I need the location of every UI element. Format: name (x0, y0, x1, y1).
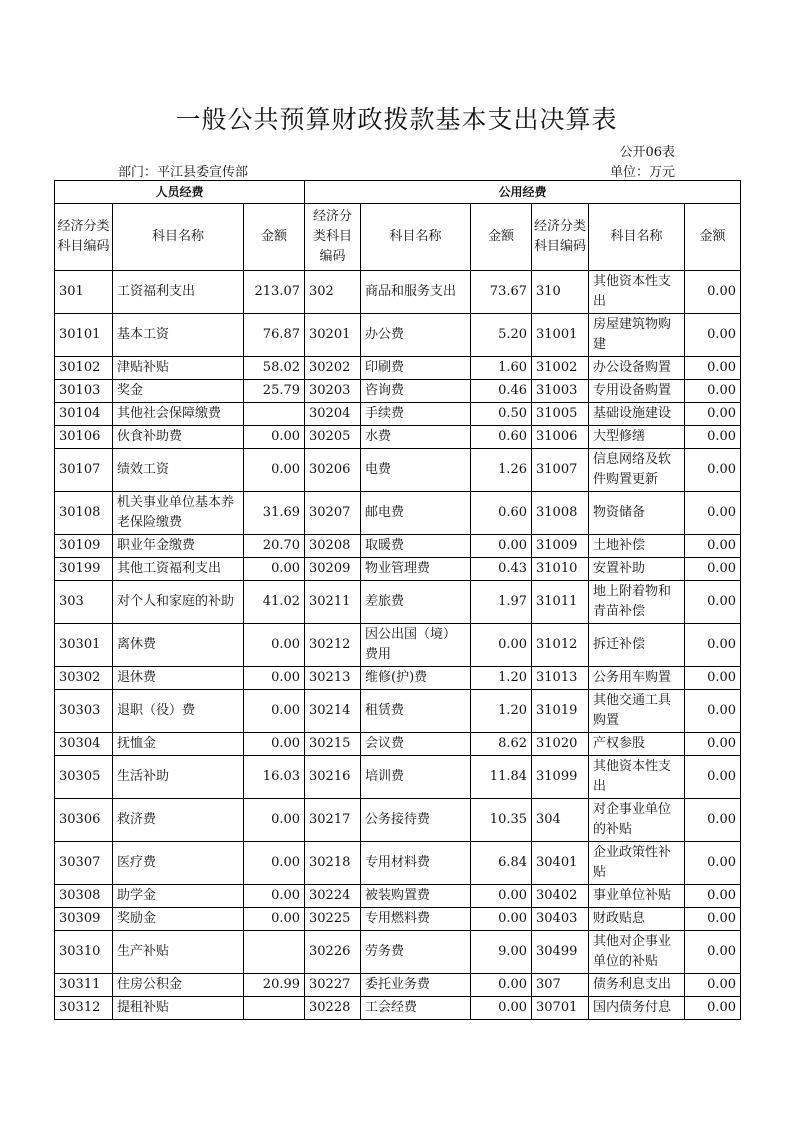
name-cell: 职业年金缴费 (113, 535, 244, 558)
page-title: 一般公共预算财政拨款基本支出决算表 (175, 105, 618, 134)
code-cell: 30211 (305, 581, 361, 624)
name-cell: 物业管理费 (361, 558, 471, 581)
amount-cell: 0.00 (685, 357, 741, 380)
amount-cell: 31.69 (244, 492, 305, 535)
amount-cell: 1.20 (471, 690, 532, 733)
amount-cell: 0.00 (685, 271, 741, 314)
code-cell: 30307 (55, 842, 113, 885)
name-cell: 绩效工资 (113, 449, 244, 492)
amount-cell: 0.00 (685, 624, 741, 667)
table-row (55, 558, 741, 581)
name-cell: 提租补贴 (113, 997, 244, 1020)
amount-cell: 0.00 (685, 426, 741, 449)
amount-cell: 6.84 (471, 842, 532, 885)
code-cell: 30208 (305, 535, 361, 558)
code-cell: 30213 (305, 667, 361, 690)
name-cell: 咨询费 (361, 380, 471, 403)
amount-cell: 41.02 (244, 581, 305, 624)
code-cell: 31002 (532, 357, 589, 380)
name-cell: 专用设备购置 (589, 380, 685, 403)
table-row (55, 314, 741, 357)
name-cell: 其他对企事业单位的补贴 (589, 931, 685, 974)
amount-cell: 0.00 (685, 842, 741, 885)
name-cell: 物资储备 (589, 492, 685, 535)
name-cell: 电费 (361, 449, 471, 492)
header-code-3: 经济分类科目编码 (532, 204, 589, 271)
code-cell: 30305 (55, 756, 113, 799)
name-cell: 生产补贴 (113, 931, 244, 974)
amount-cell: 0.00 (685, 535, 741, 558)
amount-cell: 0.00 (244, 799, 305, 842)
code-cell: 30207 (305, 492, 361, 535)
name-cell: 土地补偿 (589, 535, 685, 558)
name-cell: 对企事业单位的补贴 (589, 799, 685, 842)
name-cell: 劳务费 (361, 931, 471, 974)
name-cell: 委托业务费 (361, 974, 471, 997)
code-cell: 30212 (305, 624, 361, 667)
table-row (55, 492, 741, 535)
amount-cell: 1.60 (471, 357, 532, 380)
name-cell: 其他交通工具购置 (589, 690, 685, 733)
amount-cell: 0.00 (471, 535, 532, 558)
name-cell: 奖励金 (113, 908, 244, 931)
amount-cell: 213.07 (244, 271, 305, 314)
amount-cell: 1.26 (471, 449, 532, 492)
amount-cell: 73.67 (471, 271, 532, 314)
amount-cell: 0.00 (471, 908, 532, 931)
table-row (55, 449, 741, 492)
amount-cell: 76.87 (244, 314, 305, 357)
name-cell: 租赁费 (361, 690, 471, 733)
table-row (55, 997, 741, 1020)
code-cell: 30101 (55, 314, 113, 357)
amount-cell: 0.00 (685, 449, 741, 492)
name-cell: 对个人和家庭的补助 (113, 581, 244, 624)
amount-cell: 0.00 (471, 885, 532, 908)
name-cell: 其他资本性支出 (589, 756, 685, 799)
code-cell: 30403 (532, 908, 589, 931)
name-cell: 专用燃料费 (361, 908, 471, 931)
name-cell: 工资福利支出 (113, 271, 244, 314)
name-cell: 培训费 (361, 756, 471, 799)
amount-cell: 1.20 (471, 667, 532, 690)
code-cell: 31007 (532, 449, 589, 492)
table-row (55, 842, 741, 885)
name-cell: 商品和服务支出 (361, 271, 471, 314)
amount-cell: 0.00 (244, 624, 305, 667)
table-row (55, 885, 741, 908)
amount-cell: 0.00 (471, 624, 532, 667)
amount-cell: 0.00 (685, 908, 741, 931)
code-cell: 301 (55, 271, 113, 314)
amount-cell: 10.35 (471, 799, 532, 842)
name-cell: 专用材料费 (361, 842, 471, 885)
code-cell: 30302 (55, 667, 113, 690)
name-cell: 差旅费 (361, 581, 471, 624)
name-cell: 办公设备购置 (589, 357, 685, 380)
name-cell: 伙食补助费 (113, 426, 244, 449)
code-cell: 31012 (532, 624, 589, 667)
amount-cell: 0.00 (685, 558, 741, 581)
table-row (55, 931, 741, 974)
code-cell: 30301 (55, 624, 113, 667)
amount-cell (244, 403, 305, 426)
code-cell: 30401 (532, 842, 589, 885)
amount-cell: 20.99 (244, 974, 305, 997)
name-cell: 救济费 (113, 799, 244, 842)
amount-cell: 25.79 (244, 380, 305, 403)
name-cell: 维修(护)费 (361, 667, 471, 690)
amount-cell: 0.43 (471, 558, 532, 581)
amount-cell: 0.60 (471, 426, 532, 449)
code-cell: 30199 (55, 558, 113, 581)
name-cell: 安置补助 (589, 558, 685, 581)
code-cell: 30308 (55, 885, 113, 908)
table-number: 公开06表 (619, 145, 675, 160)
amount-cell: 5.20 (471, 314, 532, 357)
code-cell: 30225 (305, 908, 361, 931)
name-cell: 财政贴息 (589, 908, 685, 931)
name-cell: 奖金 (113, 380, 244, 403)
amount-cell: 0.00 (685, 314, 741, 357)
code-cell: 31010 (532, 558, 589, 581)
code-cell: 30215 (305, 733, 361, 756)
name-cell: 取暖费 (361, 535, 471, 558)
table-row (55, 403, 741, 426)
code-cell: 30107 (55, 449, 113, 492)
code-cell: 30102 (55, 357, 113, 380)
amount-cell: 0.00 (244, 733, 305, 756)
name-cell: 住房公积金 (113, 974, 244, 997)
name-cell: 地上附着物和青苗补偿 (589, 581, 685, 624)
amount-cell: 0.00 (244, 885, 305, 908)
table-row (55, 426, 741, 449)
amount-cell: 0.00 (685, 492, 741, 535)
amount-cell: 0.00 (685, 581, 741, 624)
code-cell: 310 (532, 271, 589, 314)
table-row (55, 756, 741, 799)
code-cell: 30306 (55, 799, 113, 842)
code-cell: 30312 (55, 997, 113, 1020)
name-cell: 产权参股 (589, 733, 685, 756)
expenditure-table (54, 180, 741, 1020)
name-cell: 其他社会保障缴费 (113, 403, 244, 426)
table-row (55, 581, 741, 624)
code-cell: 30202 (305, 357, 361, 380)
name-cell: 抚恤金 (113, 733, 244, 756)
table-row (55, 974, 741, 997)
name-cell: 企业政策性补贴 (589, 842, 685, 885)
code-cell: 31009 (532, 535, 589, 558)
amount-cell: 0.00 (685, 931, 741, 974)
amount-cell: 0.00 (471, 997, 532, 1020)
name-cell: 信息网络及软件购置更新 (589, 449, 685, 492)
amount-cell: 58.02 (244, 357, 305, 380)
header-code-1: 经济分类科目编码 (55, 204, 113, 271)
name-cell: 大型修缮 (589, 426, 685, 449)
amount-cell: 0.00 (685, 690, 741, 733)
code-cell: 30310 (55, 931, 113, 974)
code-cell: 307 (532, 974, 589, 997)
code-cell: 31005 (532, 403, 589, 426)
code-cell: 30304 (55, 733, 113, 756)
amount-cell: 0.46 (471, 380, 532, 403)
code-cell: 30227 (305, 974, 361, 997)
table-row (55, 799, 741, 842)
amount-cell: 0.50 (471, 403, 532, 426)
name-cell: 事业单位补贴 (589, 885, 685, 908)
code-cell: 30402 (532, 885, 589, 908)
amount-cell: 0.00 (685, 403, 741, 426)
amount-cell (244, 931, 305, 974)
name-cell: 因公出国（境）费用 (361, 624, 471, 667)
name-cell: 拆迁补偿 (589, 624, 685, 667)
amount-cell: 0.00 (685, 974, 741, 997)
amount-cell: 0.00 (244, 426, 305, 449)
code-cell: 31019 (532, 690, 589, 733)
table-row (55, 733, 741, 756)
code-cell: 303 (55, 581, 113, 624)
name-cell: 津贴补贴 (113, 357, 244, 380)
code-cell: 30226 (305, 931, 361, 974)
amount-cell: 0.00 (244, 690, 305, 733)
name-cell: 退职（役）费 (113, 690, 244, 733)
amount-cell: 0.00 (685, 885, 741, 908)
unit-label: 单位：万元 (609, 165, 675, 180)
code-cell: 30303 (55, 690, 113, 733)
name-cell: 债务利息支出 (589, 974, 685, 997)
code-cell: 302 (305, 271, 361, 314)
name-cell: 邮电费 (361, 492, 471, 535)
code-cell: 30309 (55, 908, 113, 931)
name-cell: 会议费 (361, 733, 471, 756)
name-cell: 水费 (361, 426, 471, 449)
amount-cell: 0.00 (685, 997, 741, 1020)
amount-cell: 0.00 (471, 974, 532, 997)
code-cell: 30228 (305, 997, 361, 1020)
code-cell: 30103 (55, 380, 113, 403)
amount-cell: 0.00 (244, 558, 305, 581)
code-cell: 30104 (55, 403, 113, 426)
code-cell: 30216 (305, 756, 361, 799)
code-cell: 30108 (55, 492, 113, 535)
code-cell: 30217 (305, 799, 361, 842)
code-cell: 31003 (532, 380, 589, 403)
name-cell: 被装购置费 (361, 885, 471, 908)
header-name-2: 科目名称 (361, 204, 471, 271)
name-cell: 生活补助 (113, 756, 244, 799)
name-cell: 国内债务付息 (589, 997, 685, 1020)
amount-cell: 0.00 (685, 756, 741, 799)
amount-cell: 11.84 (471, 756, 532, 799)
code-cell: 30218 (305, 842, 361, 885)
name-cell: 公务用车购置 (589, 667, 685, 690)
table-row (55, 357, 741, 380)
code-cell: 30205 (305, 426, 361, 449)
name-cell: 医疗费 (113, 842, 244, 885)
amount-cell: 0.00 (244, 908, 305, 931)
name-cell: 机关事业单位基本养老保险缴费 (113, 492, 244, 535)
name-cell: 房屋建筑物购建 (589, 314, 685, 357)
code-cell: 30204 (305, 403, 361, 426)
name-cell: 工会经费 (361, 997, 471, 1020)
name-cell: 手续费 (361, 403, 471, 426)
code-cell: 30203 (305, 380, 361, 403)
table-row (55, 908, 741, 931)
amount-cell: 0.00 (685, 380, 741, 403)
header-amount-2: 金额 (471, 204, 532, 271)
name-cell: 公务接待费 (361, 799, 471, 842)
table-row (55, 624, 741, 667)
code-cell: 30311 (55, 974, 113, 997)
amount-cell: 9.00 (471, 931, 532, 974)
section-public: 公用经费 (305, 181, 741, 204)
amount-cell: 0.00 (685, 667, 741, 690)
header-code-2: 经济分类科目编码 (305, 204, 361, 271)
code-cell: 31006 (532, 426, 589, 449)
code-cell: 31001 (532, 314, 589, 357)
table-row (55, 690, 741, 733)
amount-cell: 8.62 (471, 733, 532, 756)
amount-cell: 1.97 (471, 581, 532, 624)
table-row (55, 271, 741, 314)
code-cell: 31008 (532, 492, 589, 535)
code-cell: 30106 (55, 426, 113, 449)
code-cell: 30109 (55, 535, 113, 558)
amount-cell: 0.60 (471, 492, 532, 535)
header-amount-1: 金额 (244, 204, 305, 271)
header-amount-3: 金额 (685, 204, 741, 271)
code-cell: 30209 (305, 558, 361, 581)
department-label: 部门：平江县委宣传部 (118, 165, 249, 180)
table-row (55, 535, 741, 558)
name-cell: 退休费 (113, 667, 244, 690)
amount-cell: 0.00 (244, 667, 305, 690)
name-cell: 基础设施建设 (589, 403, 685, 426)
code-cell: 30499 (532, 931, 589, 974)
code-cell: 31020 (532, 733, 589, 756)
code-cell: 30206 (305, 449, 361, 492)
code-cell: 31099 (532, 756, 589, 799)
amount-cell: 0.00 (685, 799, 741, 842)
name-cell: 助学金 (113, 885, 244, 908)
code-cell: 30224 (305, 885, 361, 908)
table-row (55, 380, 741, 403)
amount-cell: 0.00 (244, 449, 305, 492)
amount-cell: 0.00 (244, 842, 305, 885)
name-cell: 其他资本性支出 (589, 271, 685, 314)
code-cell: 30214 (305, 690, 361, 733)
name-cell: 离休费 (113, 624, 244, 667)
name-cell: 其他工资福利支出 (113, 558, 244, 581)
code-cell: 30201 (305, 314, 361, 357)
amount-cell: 16.03 (244, 756, 305, 799)
header-name-1: 科目名称 (113, 204, 244, 271)
name-cell: 印刷费 (361, 357, 471, 380)
section-personnel: 人员经费 (55, 181, 305, 204)
name-cell: 基本工资 (113, 314, 244, 357)
header-name-3: 科目名称 (589, 204, 685, 271)
amount-cell (244, 997, 305, 1020)
amount-cell: 0.00 (685, 733, 741, 756)
table-row (55, 667, 741, 690)
name-cell: 办公费 (361, 314, 471, 357)
amount-cell: 20.70 (244, 535, 305, 558)
code-cell: 30701 (532, 997, 589, 1020)
code-cell: 304 (532, 799, 589, 842)
code-cell: 31013 (532, 667, 589, 690)
code-cell: 31011 (532, 581, 589, 624)
